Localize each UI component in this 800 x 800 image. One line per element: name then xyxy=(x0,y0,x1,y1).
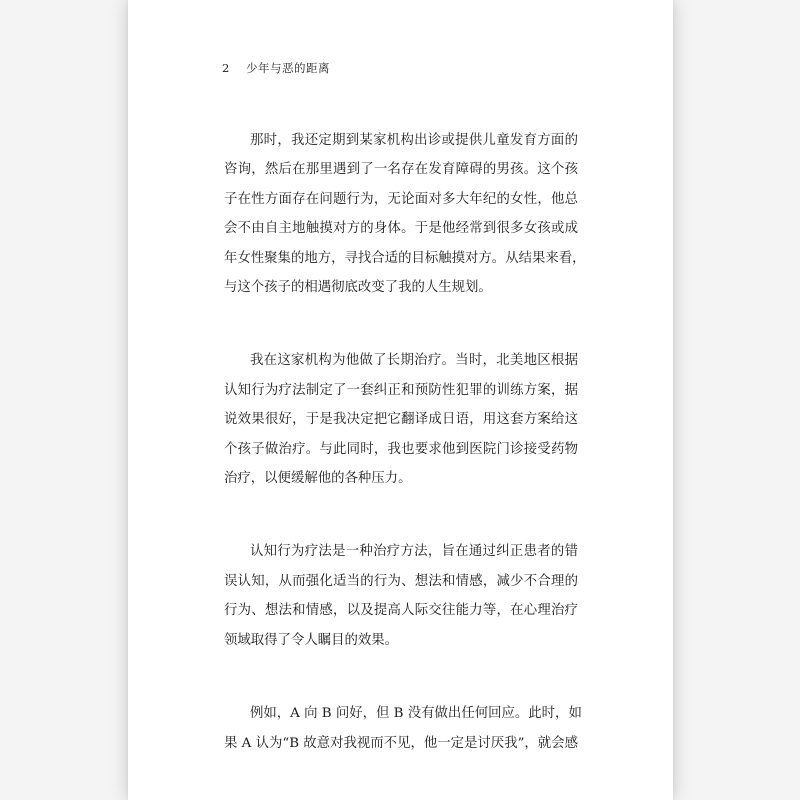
text-line: 领域取得了令人瞩目的效果。 xyxy=(224,632,399,648)
text-line: 子在性方面存在问题行为，无论面对多大年纪的女性，他总 xyxy=(224,191,578,207)
running-head xyxy=(222,60,330,76)
paragraph-2 xyxy=(224,346,578,493)
text-line: 误认知，从而强化适当的行为、想法和情感，减少不合理的 xyxy=(224,573,578,589)
text-line: 认知行为疗法是一种治疗方法，旨在通过纠正患者的错 xyxy=(250,544,578,560)
text-line: 我在这家机构为他做了长期治疗。当时，北美地区根据 xyxy=(250,353,578,369)
text-line: 个孩子做治疗。与此同时，我也要求他到医院门诊接受药物 xyxy=(224,441,578,457)
text-line: 与这个孩子的相遇彻底改变了我的人生规划。 xyxy=(224,280,492,296)
page-number: 2 xyxy=(222,61,230,75)
text-line: 认知行为疗法制定了一套纠正和预防性犯罪的训练方案，据 xyxy=(224,382,578,398)
text-line: 年女性聚集的地方，寻找合适的目标触摸对方。从结果来看， xyxy=(224,250,586,266)
text-line: 咨询，然后在那里遇到了一名存在发育障碍的男孩。这个孩 xyxy=(224,162,578,178)
text-line: 行为、想法和情感，以及提高人际交往能力等，在心理治疗 xyxy=(224,603,578,619)
chapter-title: 少年与恶的距离 xyxy=(245,61,330,75)
paragraph-3 xyxy=(224,537,578,655)
text-line: 说效果很好，于是我决定把它翻译成日语，用这套方案给这 xyxy=(224,412,578,428)
text-line: 治疗，以便缓解他的各种压力。 xyxy=(224,471,412,487)
text-line: 果 A 认为“B 故意对我视而不见，他一定是讨厌我”，就会感 xyxy=(224,735,578,751)
paragraph-1 xyxy=(224,126,586,302)
text-line: 那时，我还定期到某家机构出诊或提供儿童发育方面的 xyxy=(250,133,578,148)
body-text xyxy=(224,126,586,800)
text-line: 例如，A 向 B 问好，但 B 没有做出任何回应。此时，如 xyxy=(250,706,582,722)
paragraph-4 xyxy=(224,699,582,758)
text-line: 会不由自主地触摸对方的身体。于是他经常到很多女孩或成 xyxy=(224,221,578,237)
